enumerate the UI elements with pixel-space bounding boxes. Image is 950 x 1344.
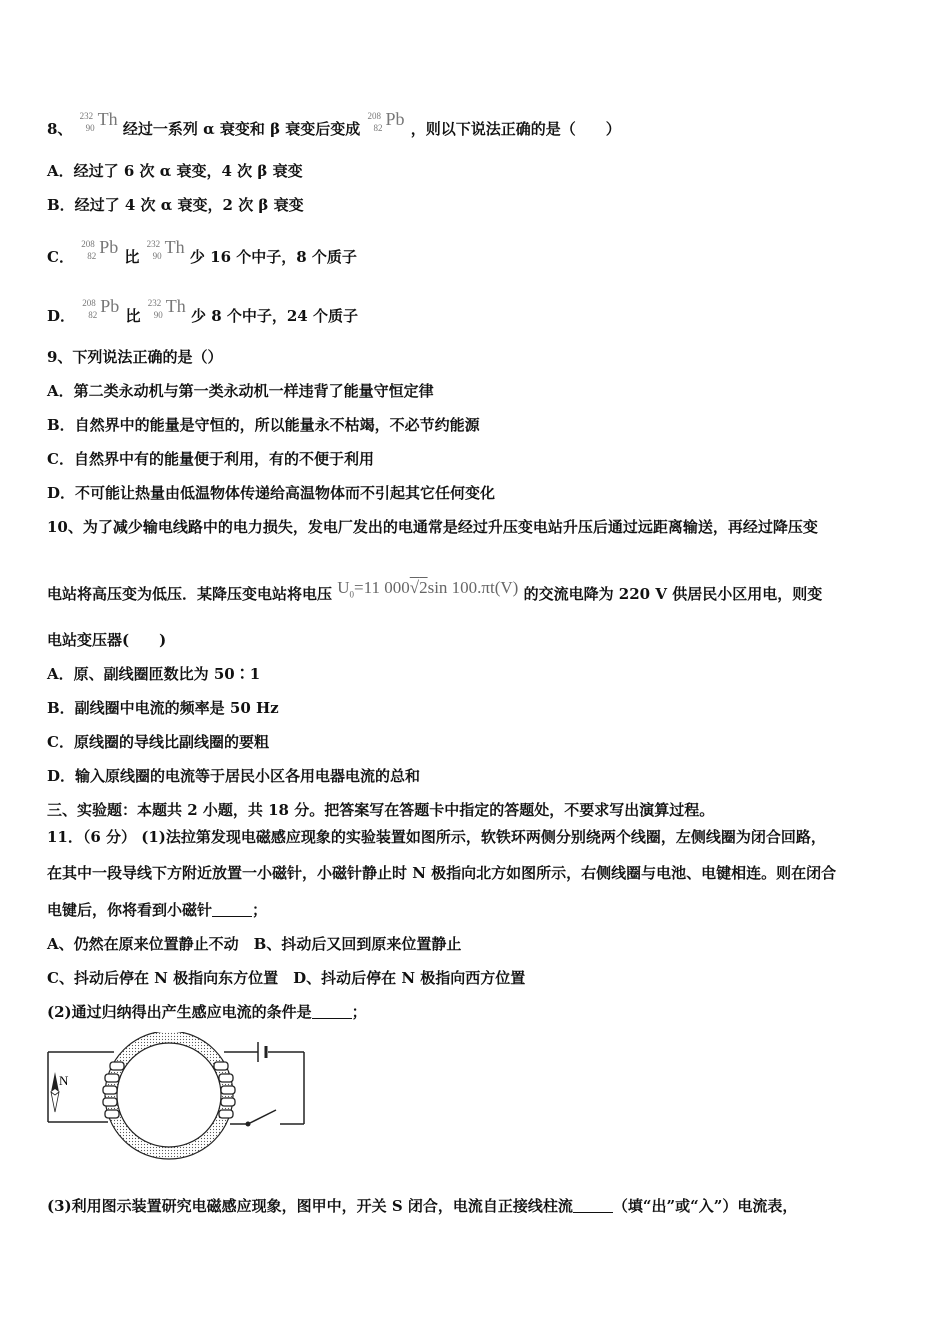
battery	[258, 1042, 266, 1062]
q9-option-a: A．第二类永动机与第一类永动机一样违背了能量守恒定律	[47, 382, 434, 400]
q10-option-c: C．原线圈的导线比副线圈的要粗	[47, 733, 269, 751]
q9-option-b: B．自然界中的能量是守恒的，所以能量永不枯竭，不必节约能源	[47, 416, 480, 434]
q8-stem-tail: ，则以下说法正确的是（ ）	[410, 120, 621, 138]
nuclide-th: 232 90 Th	[79, 109, 118, 133]
q8-number: 8、	[47, 120, 73, 138]
q11-stem-line3: 电键后，你将看到小磁针 ；	[47, 901, 268, 919]
right-circuit	[224, 1052, 304, 1124]
switch	[246, 1110, 277, 1127]
soft-iron-ring	[105, 1032, 233, 1159]
q11-options-cd: C、抖动后停在 N 极指向东方位置 D、抖动后停在 N 极指向西方位置	[47, 969, 526, 987]
q8-option-a: A．经过了 6 次 α 衰变，4 次 β 衰变	[47, 162, 303, 180]
nuclide-pb: 208 82 Pb	[367, 109, 405, 133]
north-label: N	[59, 1073, 69, 1088]
q8-option-c: C． 208 82 Pb 比 232 90 Th 少 16 个中子，8 个质子	[47, 237, 357, 266]
q11-options-ab: A、仍然在原来位置静止不动 B、抖动后又回到原来位置静止	[47, 935, 462, 953]
faraday-ring-figure	[44, 1032, 310, 1168]
q11-part3: (3)利用图示装置研究电磁感应现象，图甲中，开关 S 闭合，电流自正接线柱流 （填“出”或“入”）电流表，	[47, 1197, 798, 1215]
q8-stem-text: 经过一系列 α 衰变和 β 衰变后变成	[122, 120, 361, 138]
answer-blank	[573, 1198, 613, 1213]
voltage-formula: $U_0=11$ 000√2sin 100.πt(V)	[337, 578, 519, 600]
q8-option-b: B．经过了 4 次 α 衰变，2 次 β 衰变	[47, 196, 304, 214]
q9-option-c: C．自然界中有的能量便于利用，有的不便于利用	[47, 450, 374, 468]
compass-needle	[51, 1072, 69, 1112]
nuclide-pb: 208 82 Pb	[82, 296, 120, 320]
section-3-heading: 三、实验题：本题共 2 小题，共 18 分。把答案写在答题卡中指定的答题处，不要求写出演算过程。	[47, 801, 715, 819]
q10-option-a: A．原、副线圈匝数比为 50∶1	[47, 665, 261, 683]
q11-stem-line2: 在其中一段导线下方附近放置一小磁针，小磁针静止时 N 极指向北方如图所示，右侧线圈与电池、电键相连。则在闭合	[47, 864, 837, 882]
q11-part2: (2)通过归纳得出产生感应电流的条件是 ；	[47, 1003, 367, 1021]
q10-option-b: B．副线圈中电流的频率是 50 Hz	[47, 699, 279, 717]
q8-stem	[47, 109, 621, 140]
q9-option-d: D．不可能让热量由低温物体传递给高温物体而不引起其它任何变化	[47, 484, 496, 502]
q8-option-d: D． 208 82 Pb 比 232 90 Th 少 8 个中子，24 个质子	[47, 296, 358, 325]
nuclide-pb: 208 82 Pb	[81, 237, 119, 261]
q10-option-d: D．输入原线圈的电流等于居民小区各用电器电流的总和	[47, 767, 421, 785]
q10-stem-line1: 10、为了减少输电线路中的电力损失，发电厂发出的电通常是经过升压变电站升压后通过远距离输送，再经过降压变	[47, 518, 818, 536]
answer-blank	[312, 1004, 352, 1019]
q10-stem-line3: 电站变压器( )	[47, 631, 167, 649]
q9-stem: 9、下列说法正确的是（）	[47, 348, 223, 366]
q10-stem-line2: 电站将高压变为低压．某降压变电站将电压 $U_0=11$ 000√2sin 100.πt(V) 的交流电降为 220 V 供居民小区用电，则变	[47, 578, 823, 603]
nuclide-th: 232 90 Th	[147, 296, 186, 320]
q11-stem-line1: 11．（6 分） (1)法拉第发现电磁感应现象的实验装置如图所示，软铁环两侧分别绕两个线圈，左侧线圈为闭合回路，	[47, 828, 826, 846]
nuclide-th: 232 90 Th	[146, 237, 185, 261]
answer-blank	[212, 902, 252, 917]
